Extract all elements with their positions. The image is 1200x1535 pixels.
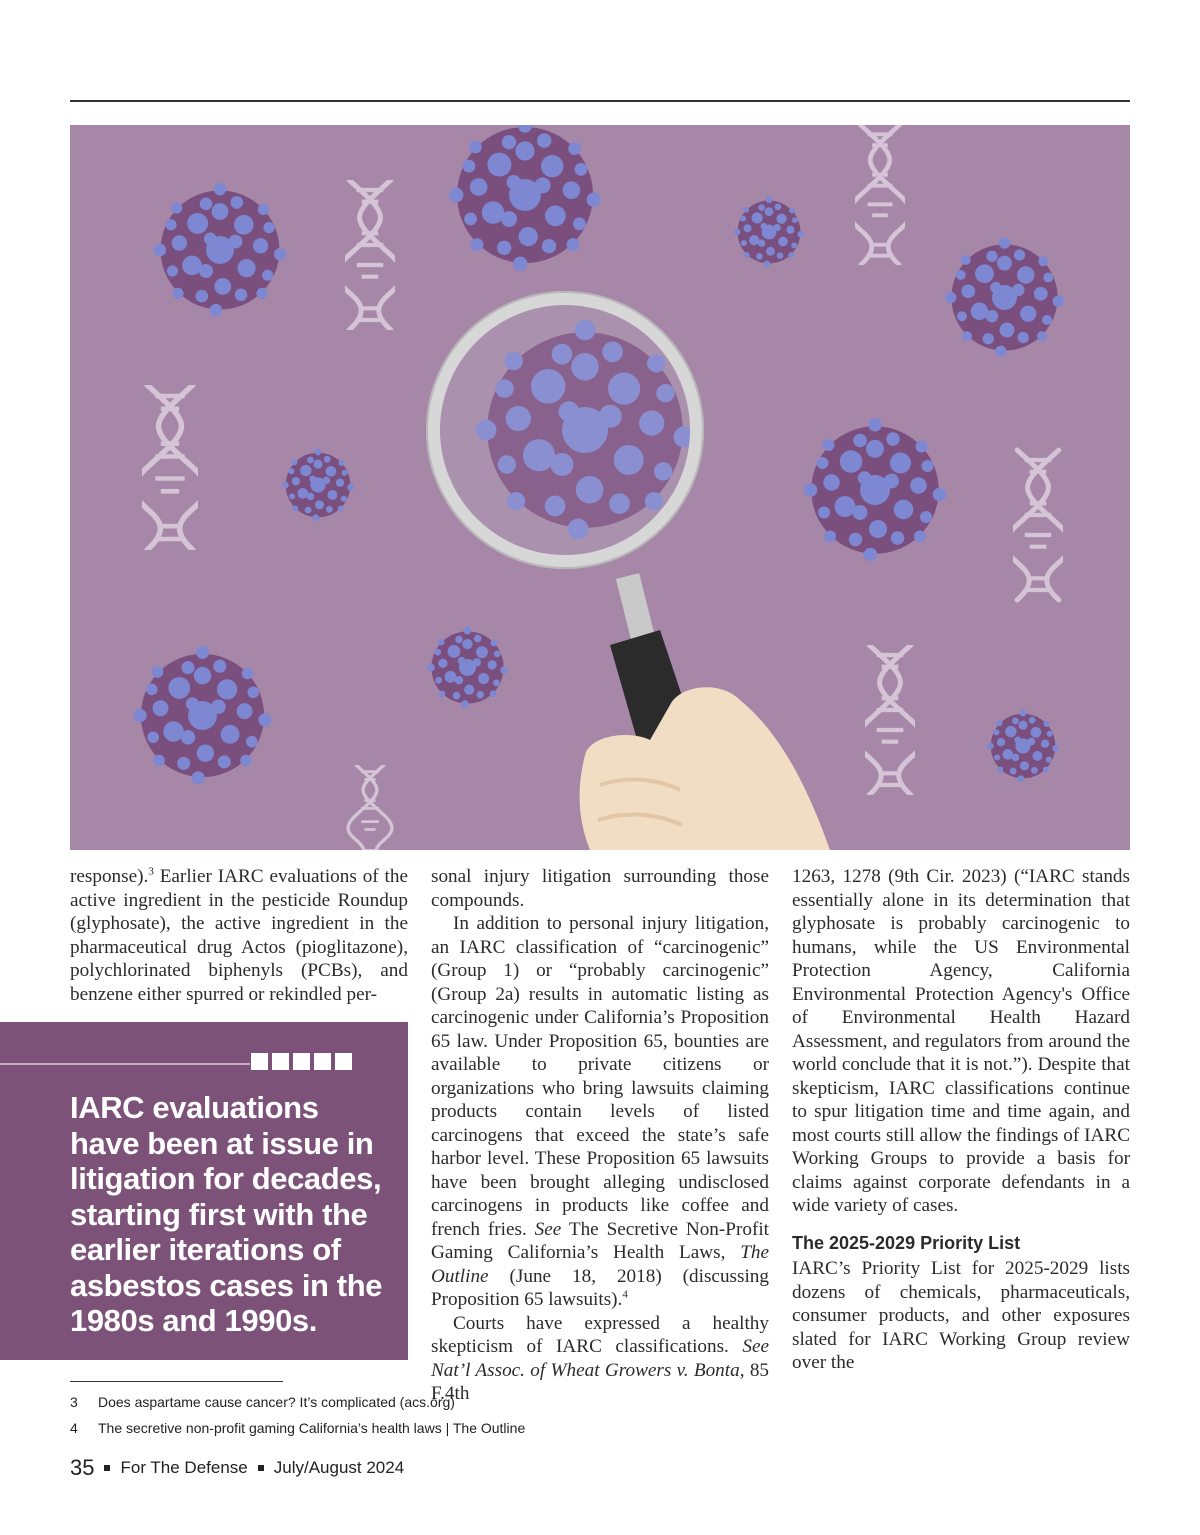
footnote: 3 Does aspartame cause cancer? It’s complicated (acs.org) (70, 1394, 455, 1410)
dna-helix-icon (134, 385, 206, 550)
paragraph: response).$^3$ Earlier IARC evaluations of the active ingredient in the pesticide Roundup (glyphosate), the active ingredient in the pharmaceutical drug Actos (pioglitazone), polychlorinated biphenyls (PCBs), and benzene either spurred or rekindled per- (70, 865, 408, 1005)
footnote: 4 The secretive non-profit gaming California’s health laws | The Outline (70, 1420, 526, 1436)
paragraph: IARC’s Priority List for 2025-2029 lists dozens of chemicals, pharmaceuticals, consumer products, and other exposures slated for IARC Working Group review over the (792, 1258, 1130, 1373)
dna-helix-icon (849, 125, 910, 265)
column-2 (431, 865, 769, 1406)
virus-cell-icon (449, 125, 601, 271)
dna-helix-icon (1005, 450, 1071, 600)
pull-quote-rule (0, 1063, 250, 1065)
separator-square (104, 1465, 110, 1471)
virus-cell-icon (427, 627, 508, 708)
virus-cell-icon (734, 196, 804, 267)
paragraph: sonal injury litigation surrounding those compounds. (431, 866, 769, 911)
pull-quote-text: IARC evaluations have been at issue in litigation for decades, starting first with the earlier iterations of asbestos cases in the 1980s and 1990s. (70, 1090, 383, 1338)
footnote-link[interactable]: The secretive non-profit gaming California’s health laws | The Outline (98, 1420, 526, 1436)
pull-quote-box (0, 1022, 408, 1360)
column-3 (792, 865, 1130, 1375)
page-number: 35 (70, 1455, 95, 1480)
virus-cell-icon (945, 238, 1064, 357)
hero-illustration (70, 125, 1130, 850)
dna-helix-icon (348, 765, 392, 850)
section-heading: The 2025-2029 Priority List (792, 1232, 1021, 1253)
footnote-rule (70, 1381, 283, 1382)
top-rule (70, 100, 1130, 102)
pull-quote-decoration (251, 1053, 352, 1070)
page-footer (70, 1455, 404, 1481)
column-1 (70, 865, 408, 1006)
virus-cell-icon (154, 183, 287, 317)
dna-helix-icon (337, 180, 403, 330)
virus-cell-icon (134, 646, 272, 784)
virus-cell-icon (282, 449, 354, 522)
separator-square (258, 1465, 264, 1471)
paragraph: In addition to personal injury litigation, an IARC classification of “carcinogenic” (Group 1) or “probably carcinogenic” (Group 2a) results in automatic listing as carcinogenic under California’s Proposition 65 law. Under Proposition 65, bounties are available to private citizens or organizations who bring lawsuits claiming products contain levels of listed carcinogens that exceed the state’s safe harbor level. These Proposition 65 lawsuits have been brought alleging undisclosed carcinogens in products like coffee and french fries. See The Secretive Non-Profit Gaming California’s Health Laws, The Outline (June 18, 2018) (discussing Proposition 65 lawsuits).$^4$ (431, 913, 769, 1310)
virus-cell-icon (987, 710, 1059, 783)
virus-cell-icon (804, 418, 947, 561)
footnote-link[interactable]: Does aspartame cause cancer? It’s complicated (acs.org) (98, 1394, 455, 1410)
issue-date: July/August 2024 (273, 1458, 405, 1477)
dna-helix-icon (857, 645, 923, 795)
hand-icon (580, 687, 830, 850)
publication-name: For The Defense (120, 1458, 248, 1477)
paragraph: 1263, 1278 (9th Cir. 2023) (“IARC stands essentially alone in its determination that glyphosate is probably carcinogenic to humans, while the US Environmental Protection Agency, California Environmental Protection Agency's Office of Environmental Health Hazard Assessment, and regulators from around the world conclude that it is not.”). Despite that skepticism, IARC classifications continue to spur litigation time and time again, and most courts still allow the findings of IARC Working Groups to provide a basis for claims against corporate defendants in a wide variety of cases. (792, 866, 1130, 1216)
paragraph: Courts have expressed a healthy skepticism of IARC classifications. See Nat’l Assoc. of Wheat Growers v. Bonta, 85 F.4th (431, 1312, 770, 1404)
